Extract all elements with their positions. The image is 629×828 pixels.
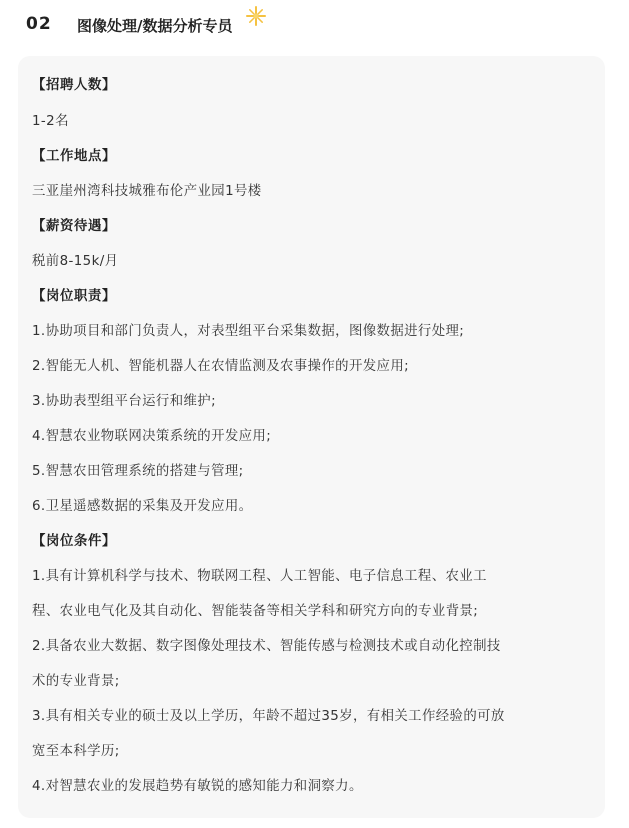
duty-item: 4.智慧农业物联网决策系统的开发应用; [32, 429, 272, 444]
recruit-count-value: 1-2名 [32, 114, 69, 129]
requirements-heading: 【岗位条件】 [32, 534, 116, 549]
location-value: 三亚崖州湾科技城雅布伦产业园1号楼 [32, 184, 262, 199]
requirement-line: 3.具有相关专业的硕士及以上学历，年龄不超过35岁，有相关工作经验的可放 [32, 709, 505, 724]
requirement-line: 宽至本科学历; [32, 744, 120, 759]
duty-item: 6.卫星遥感数据的采集及开发应用。 [32, 499, 253, 514]
requirement-line: 程、农业电气化及其自动化、智能装备等相关学科和研究方向的专业背景; [32, 604, 479, 619]
duties-heading: 【岗位职责】 [32, 289, 116, 304]
recruit-count-heading: 【招聘人数】 [32, 78, 116, 93]
section-number: 02 [26, 14, 52, 34]
requirement-line: 术的专业背景; [32, 674, 120, 689]
duty-item: 2.智能无人机、智能机器人在农情监测及农事操作的开发应用; [32, 359, 410, 374]
requirement-line: 4.对智慧农业的发展趋势有敏锐的感知能力和洞察力。 [32, 779, 363, 794]
location-heading: 【工作地点】 [32, 149, 116, 164]
duty-item: 1.协助项目和部门负责人，对表型组平台采集数据，图像数据进行处理; [32, 324, 465, 339]
duty-item: 3.协助表型组平台运行和维护; [32, 394, 216, 409]
section-header [0, 0, 629, 50]
requirement-line: 1.具有计算机科学与技术、物联网工程、人工智能、电子信息工程、农业工 [32, 569, 487, 584]
requirement-line: 2.具备农业大数据、数字图像处理技术、智能传感与检测技术或自动化控制技 [32, 639, 501, 654]
duty-item: 5.智慧农田管理系统的搭建与管理; [32, 464, 244, 479]
sparkle-icon [246, 6, 266, 26]
section-title: 图像处理/数据分析专员 [77, 17, 233, 35]
salary-value: 税前8-15k/月 [32, 254, 119, 269]
salary-heading: 【薪资待遇】 [32, 219, 116, 234]
